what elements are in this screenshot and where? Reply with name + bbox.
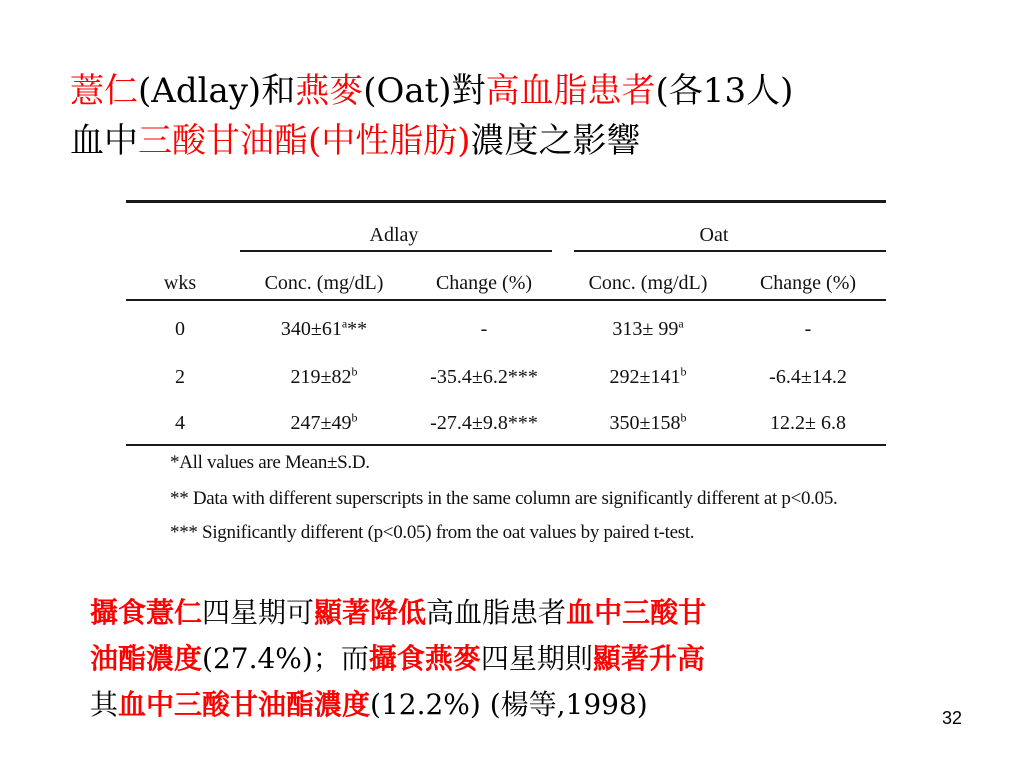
- adlay-group-rule: [240, 250, 552, 252]
- summary-seg: (27.4%)；而: [202, 642, 369, 675]
- footnote: ** Data with different superscripts in the same column are significantly different at p<0.05.: [170, 488, 838, 509]
- summary-line-1: [90, 590, 970, 636]
- summary-seg: 顯著升高: [592, 642, 705, 675]
- title-seg: 三酸甘油酯(中性脂肪): [138, 121, 471, 161]
- cell-value: 219±82: [290, 366, 352, 388]
- title-seg: 薏仁: [70, 71, 138, 111]
- table-cell-oat-conc: [610, 412, 687, 435]
- superscript: b: [351, 410, 358, 425]
- table-cell-oat-change: -: [804, 318, 812, 340]
- column-header-adlay-conc: Conc. (mg/dL): [264, 272, 384, 294]
- column-header-wks: wks: [163, 272, 197, 294]
- superscript: b: [680, 364, 687, 379]
- summary-seg: 顯著降低: [314, 596, 427, 629]
- column-header-oat-change: Change (%): [759, 272, 857, 294]
- table-cell-adlay-change: -27.4±9.8***: [430, 412, 538, 434]
- table-cell-adlay-conc: [291, 412, 358, 435]
- table-cell-adlay-conc: [281, 318, 367, 341]
- summary-seg: 攝食燕麥: [368, 642, 481, 675]
- page-number: 32: [941, 708, 962, 728]
- significance-mark: **: [347, 318, 368, 340]
- title-seg: 血中: [70, 121, 138, 161]
- table-cell-adlay-change: -: [480, 318, 488, 340]
- title-seg: 濃度之影響: [470, 121, 641, 161]
- title-line-2: [70, 116, 990, 166]
- title-seg: (Oat)對: [363, 71, 486, 111]
- cell-value: 292±141: [609, 366, 681, 388]
- summary-line-2: [90, 636, 970, 682]
- summary-seg: 四星期可: [202, 596, 315, 629]
- table-cell-wks: 0: [175, 318, 185, 340]
- summary-seg: 血中三酸甘油酯濃度: [118, 688, 371, 721]
- group-header-oat: Oat: [699, 224, 729, 246]
- summary-seg: 其: [90, 688, 119, 721]
- title-seg: (各13人): [655, 71, 794, 111]
- footnote: *** Significantly different (p<0.05) from the oat values by paired t-test.: [170, 522, 695, 543]
- table-cell-wks: 2: [175, 366, 185, 388]
- summary-seg: 高血脂患者: [426, 596, 567, 629]
- summary-seg: (12.2%) (楊等,1998): [370, 688, 648, 721]
- column-header-oat-conc: Conc. (mg/dL): [588, 272, 708, 294]
- summary-seg: 四星期則: [480, 642, 593, 675]
- table-cell-wks: 4: [175, 412, 185, 434]
- summary-line-3: [90, 682, 970, 728]
- column-header-adlay-change: Change (%): [435, 272, 533, 294]
- table-cell-oat-change: -6.4±14.2: [769, 366, 847, 388]
- summary-seg: 油酯濃度: [90, 642, 203, 675]
- cell-value: 247±49: [290, 412, 352, 434]
- header-rule: [126, 299, 886, 301]
- superscript: b: [680, 410, 687, 425]
- table-cell-adlay-conc: [291, 366, 358, 389]
- superscript: b: [351, 364, 358, 379]
- table-cell-oat-conc: [612, 318, 683, 341]
- summary-text: [90, 590, 970, 728]
- summary-seg: 血中三酸甘: [566, 596, 707, 629]
- title-seg: 高血脂患者: [485, 71, 656, 111]
- slide-title: [70, 66, 990, 166]
- table-cell-oat-conc: [610, 366, 687, 389]
- title-seg: 燕麥: [295, 71, 364, 111]
- title-seg: (Adlay)和: [138, 71, 296, 111]
- oat-group-rule: [574, 250, 886, 252]
- footnote: *All values are Mean±S.D.: [170, 452, 370, 473]
- summary-seg: 攝食薏仁: [90, 596, 203, 629]
- table-cell-adlay-change: -35.4±6.2***: [430, 366, 538, 388]
- cell-value: 350±158: [609, 412, 681, 434]
- results-table: [122, 192, 888, 562]
- table-bottom-rule: [126, 444, 886, 446]
- table-cell-oat-change: 12.2± 6.8: [770, 412, 846, 434]
- group-header-adlay: Adlay: [369, 224, 419, 246]
- cell-value: 340±61: [280, 318, 342, 340]
- cell-value: 313± 99: [612, 318, 679, 340]
- table-top-rule: [126, 200, 886, 203]
- superscript: a: [341, 316, 348, 331]
- superscript: a: [678, 316, 684, 331]
- title-line-1: [70, 66, 990, 116]
